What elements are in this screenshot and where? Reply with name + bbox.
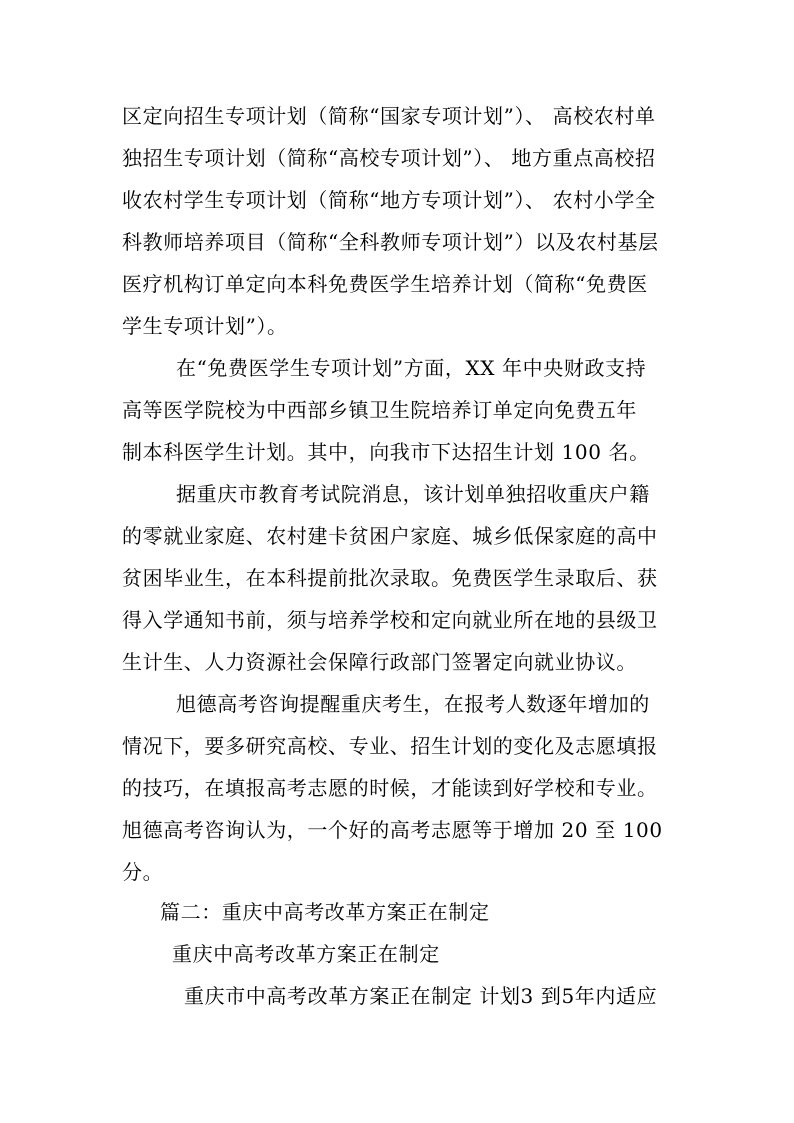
section-subheading: 重庆中高考改革方案正在制定	[172, 942, 440, 966]
paragraph-line: 科教师培养项目（简称“全科教师专项计划”）以及农村基层	[122, 230, 659, 254]
paragraph-line: 重庆市中高考改革方案正在制定 计划3 到5年内适应	[184, 984, 658, 1008]
paragraph-line: 收农村学生专项计划（简称“地方专项计划”）、 农村小学全	[122, 188, 656, 212]
paragraph-line: 情况下，要多研究高校、专业、招生计划的变化及志愿填报	[122, 734, 658, 758]
section-heading: 篇二：重庆中高考改革方案正在制定	[160, 900, 490, 924]
paragraph-line: 旭德高考咨询提醒重庆考生，在报考人数逐年增加的	[176, 692, 650, 716]
paragraph-line: 独招生专项计划（简称“高校专项计划”）、 地方重点高校招	[122, 146, 656, 170]
paragraph-line: 在“免费医学生专项计划”方面，XX 年中央财政支持	[176, 356, 647, 380]
paragraph-line: 贫困毕业生，在本科提前批次录取。免费医学生录取后、获	[122, 566, 658, 590]
paragraph-line: 据重庆市教育考试院消息，该计划单独招收重庆户籍	[176, 482, 650, 506]
paragraph-line: 的零就业家庭、农村建卡贫困户家庭、城乡低保家庭的高中	[122, 524, 658, 548]
paragraph-line: 分。	[122, 860, 164, 884]
paragraph-line: 的技巧，在填报高考志愿的时候，才能读到好学校和专业。	[122, 776, 658, 800]
paragraph-line: 区定向招生专项计划（简称“国家专项计划”）、 高校农村单	[122, 104, 656, 128]
paragraph-line: 学生专项计划”）。	[122, 314, 288, 338]
paragraph-line: 制本科医学生计划。其中，向我市下达招生计划 100 名。	[122, 440, 650, 464]
paragraph-line: 医疗机构订单定向本科免费医学生培养计划（简称“免费医	[122, 272, 648, 296]
paragraph-line: 得入学通知书前，须与培养学校和定向就业所在地的县级卫	[122, 608, 658, 632]
paragraph-line: 旭德高考咨询认为，一个好的高考志愿等于增加 20 至 100	[122, 818, 663, 842]
paragraph-line: 高等医学院校为中西部乡镇卫生院培养订单定向免费五年	[122, 398, 637, 422]
paragraph-line: 生计生、人力资源社会保障行政部门签署定向就业协议。	[122, 650, 637, 674]
